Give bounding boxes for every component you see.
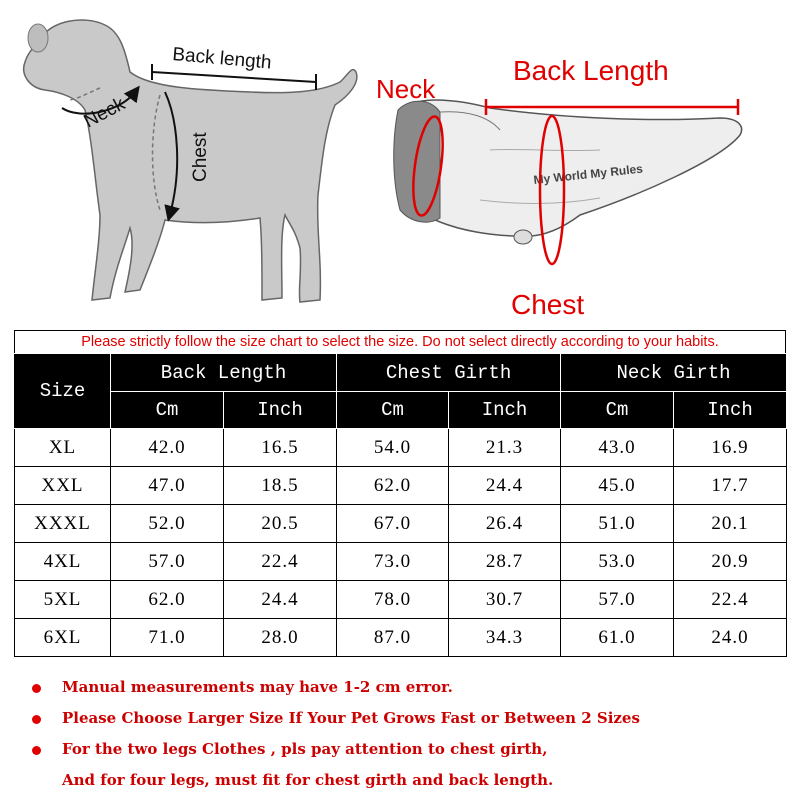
value-cell: 24.4 [224,581,337,619]
value-cell: 71.0 [111,619,224,657]
value-cell: 43.0 [561,429,674,467]
table-row [15,429,787,467]
back-length-header: Back Length [111,354,337,392]
value-cell: 21.3 [449,429,561,467]
note-text: For the two legs Clothes , pls pay attention to chest girth, [62,740,548,758]
table-row [15,543,787,581]
size-cell: 6XL [15,619,111,657]
note-item-continued [30,765,790,796]
note-item [30,703,790,734]
size-cell: XXXL [15,505,111,543]
bullet-icon [32,684,41,693]
size-cell: XL [15,429,111,467]
value-cell: 18.5 [224,467,337,505]
value-cell: 87.0 [337,619,449,657]
table-row [15,581,787,619]
unit-header: Cm [111,392,224,429]
illustration-svg [0,0,800,330]
value-cell: 45.0 [561,467,674,505]
value-cell: 20.1 [674,505,787,543]
unit-header: Cm [561,392,674,429]
size-column-header: Size [15,354,111,429]
value-cell: 24.0 [674,619,787,657]
table-row [15,467,787,505]
chest-girth-header: Chest Girth [337,354,561,392]
table-row [15,619,787,657]
note-text: Manual measurements may have 1-2 cm error. [62,678,453,696]
dog-back-length-label: Back length [171,44,273,74]
value-cell: 24.4 [449,467,561,505]
size-cell: 5XL [15,581,111,619]
size-notice: Please strictly follow the size chart to select the size. Do not select directly according to your habits. [14,330,786,353]
value-cell: 34.3 [449,619,561,657]
unit-header: Inch [224,392,337,429]
size-chart-table [14,353,787,657]
value-cell: 53.0 [561,543,674,581]
value-cell: 62.0 [111,581,224,619]
value-cell: 51.0 [561,505,674,543]
value-cell: 16.9 [674,429,787,467]
value-cell: 28.0 [224,619,337,657]
bullet-icon [32,746,41,755]
neck-girth-header: Neck Girth [561,354,787,392]
coat-back-length-label: Back Length [513,55,669,86]
value-cell: 26.4 [449,505,561,543]
value-cell: 78.0 [337,581,449,619]
coat-chest-label: Chest [511,289,585,320]
table-body [15,429,787,657]
value-cell: 30.7 [449,581,561,619]
value-cell: 22.4 [674,581,787,619]
value-cell: 57.0 [561,581,674,619]
value-cell: 28.7 [449,543,561,581]
note-item [30,672,790,703]
value-cell: 20.9 [674,543,787,581]
value-cell: 47.0 [111,467,224,505]
value-cell: 62.0 [337,467,449,505]
value-cell: 61.0 [561,619,674,657]
table-row [15,505,787,543]
value-cell: 16.5 [224,429,337,467]
value-cell: 67.0 [337,505,449,543]
note-text: And for four legs, must fit for chest girth and back length. [62,771,554,789]
note-item [30,734,790,765]
value-cell: 17.7 [674,467,787,505]
notes-list [30,672,790,796]
value-cell: 57.0 [111,543,224,581]
unit-header: Inch [449,392,561,429]
dog-chest-label: Chest [190,132,211,182]
dog-neck-label: Neck [80,93,129,133]
value-cell: 73.0 [337,543,449,581]
bullet-icon [32,715,41,724]
unit-header: Inch [674,392,787,429]
size-cell: XXL [15,467,111,505]
coat-print-text: My World My Rules [532,161,644,187]
value-cell: 20.5 [224,505,337,543]
measurement-illustration [0,0,800,330]
note-text: Please Choose Larger Size If Your Pet Grows Fast or Between 2 Sizes [62,709,640,727]
size-cell: 4XL [15,543,111,581]
value-cell: 22.4 [224,543,337,581]
value-cell: 54.0 [337,429,449,467]
coat-neck-label: Neck [376,74,436,104]
unit-header: Cm [337,392,449,429]
table-header [15,354,787,429]
value-cell: 42.0 [111,429,224,467]
value-cell: 52.0 [111,505,224,543]
